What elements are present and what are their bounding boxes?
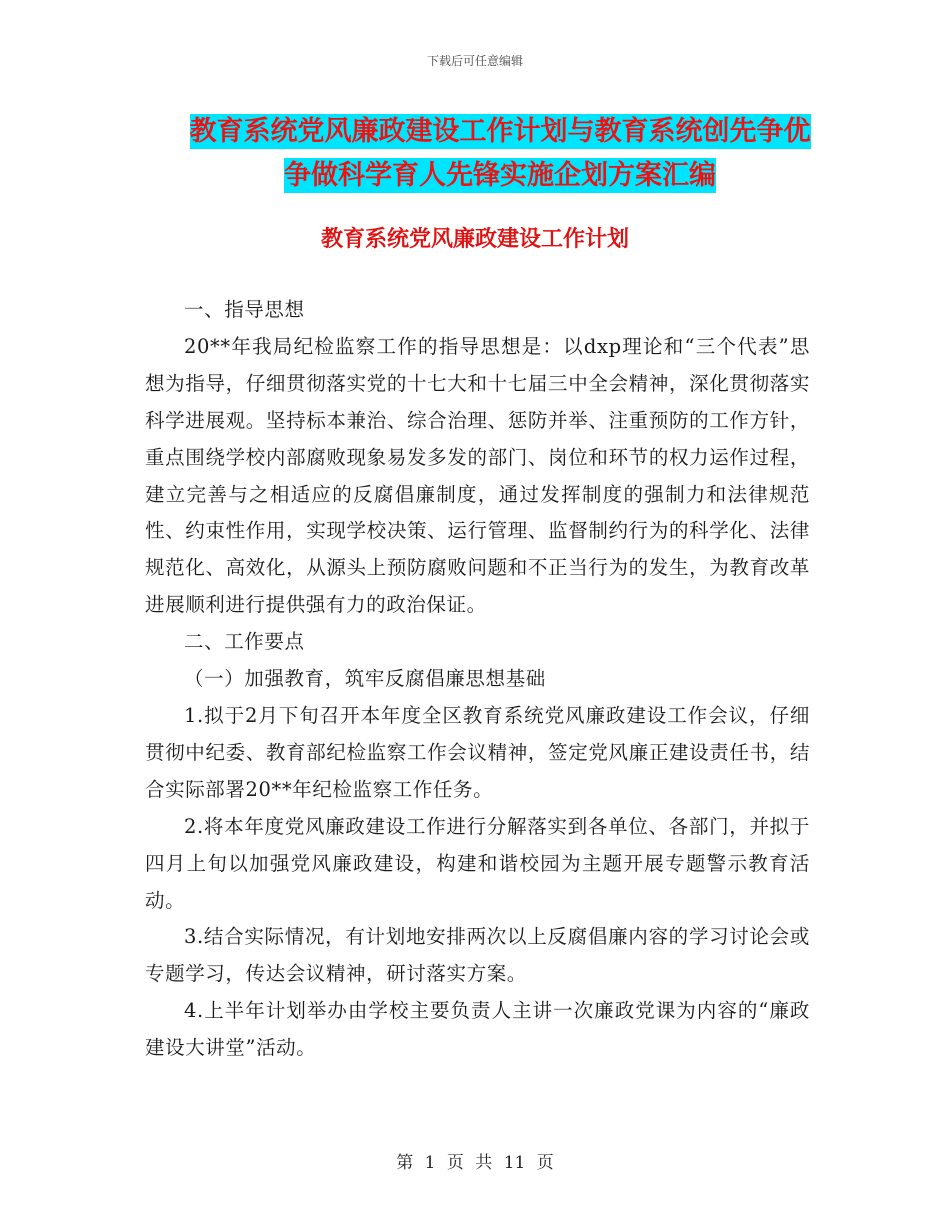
heading-work-points: 二、工作要点 (184, 630, 305, 654)
subheading-education: （一）加强教育，筑牢反腐倡廉思想基础 (184, 667, 546, 691)
paragraph-item-1: 1.拟于2月下旬召开本年度全区教育系统党风廉政建设工作会议，仔细贯彻中纪委、教育部纪检监察工作会议精神，签定党风廉正建设责任书，结合实际部署20**年纪检监察工作任务。 (145, 703, 810, 801)
paragraph-guiding-thought: 20**年我局纪检监察工作的指导思想是：以dxp理论和“三个代表”思想为指导，仔细贯彻落实党的十七大和十七届三中全会精神，深化贯彻落实科学进展观。坚持标本兼治、综合治理、惩防并举、注重预防的工作方针，重点围绕学校内部腐败现象易发多发的部门、岗位和环节的权力运作过程，建立完善与之相适应的反腐倡廉制度，通过发挥制度的强制力和法律规范性、约束性作用，实现学校决策、运行管理、监督制约行为的科学化、法律规范化、高效化，从源头上预防腐败问题和不正当行为的发生，为教育改革进展顺利进行提供强有力的政治保证。 (145, 334, 810, 617)
document-title (120, 110, 880, 198)
heading-guiding-thought: 一、指导思想 (184, 298, 305, 321)
section-title: 教育系统党风廉政建设工作计划 (320, 227, 629, 252)
title-line-1: 教育系统党风廉政建设工作计划与教育系统创先争优 (189, 116, 811, 147)
header-note: 下载后可任意编辑 (426, 54, 523, 68)
paragraph-item-2: 2.将本年度党风廉政建设工作进行分解落实到各单位、各部门，并拟于四月上旬以加强党风廉政建设，构建和谐校园为主题开展专题警示教育活动。 (145, 814, 810, 912)
page-footer: 第 1 页 共 11 页 (396, 1153, 554, 1173)
paragraph-item-4: 4.上半年计划举办由学校主要负责人主讲一次廉政党课为内容的“廉政建设大讲堂”活动。 (145, 999, 810, 1060)
paragraph-item-3: 3.结合实际情况，有计划地安排两次以上反腐倡廉内容的学习讨论会或专题学习，传达会议精神，研讨落实方案。 (145, 925, 810, 986)
document-body (145, 292, 810, 1067)
title-line-2: 争做科学育人先锋实施企划方案汇编 (284, 160, 716, 191)
